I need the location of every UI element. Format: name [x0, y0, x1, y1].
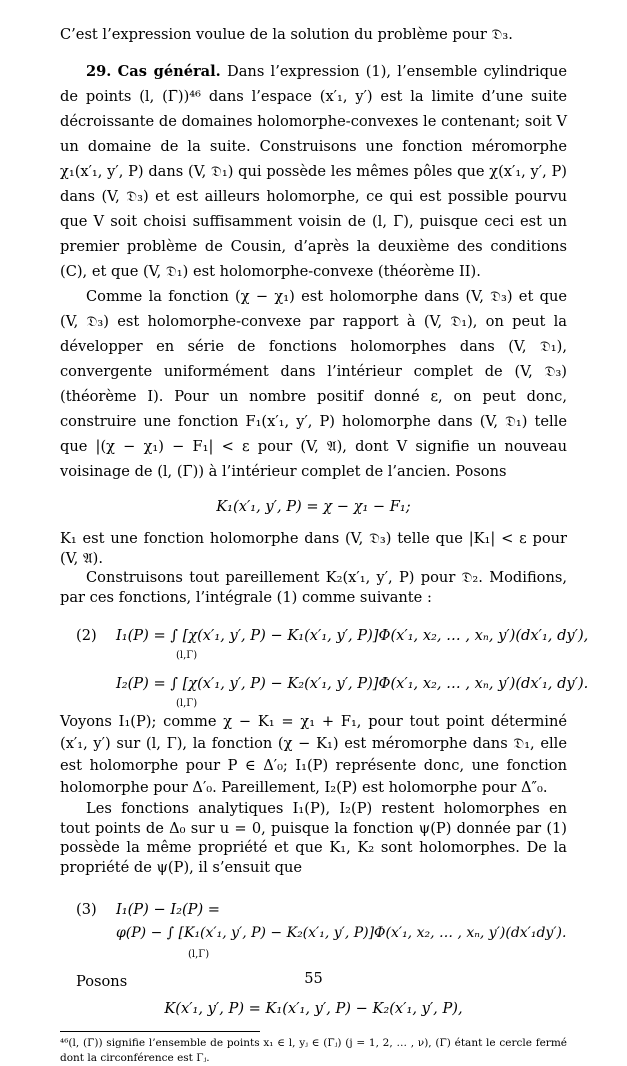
paragraph-6: Les fonctions analytiques I₁(P), I₂(P) restent holomorphes en tout points de Δ₀ sur u = 0, puisque la fonction ψ(P) donnée par (1) possède la même propriété et que K₁, K₂ sont holomorphes. De la propriété de ψ(P), il s’ensuit que	[60, 800, 567, 876]
paragraph-posons: Posons	[76, 973, 128, 990]
equation-3-line-1	[60, 891, 567, 921]
equation-2b: I₂(P) = ∫ [χ(x′₁, y′, P) − K₂(x′₁, y′, P)]Φ(x′₁, x₂, … , xₙ, y′)(dx′₁, dy′).	[116, 675, 589, 692]
paragraph-2: Comme la fonction (χ − χ₁) est holomorphe dans (V, 𝔇₃) et que (V, 𝔇₃) est holomorphe-convexe par rapport à (V, 𝔇₁), on peut la développer en série de fonctions holomorphes dans (V, 𝔇₁), convergente uniformément dans l’intérieur complet de (V, 𝔇₃) (théorème I). Pour un nombre positif donné ε, on peut donc, construire une fonction F₁(x′₁, y′, P) holomorphe dans (V, 𝔇₁) telle que |(χ − χ₁) − F₁| < ε pour (V, 𝔄), dont V signifie un nouveau voisinage de (l, (Γ̄)) à l’intérieur complet de l’ancien. Posons	[60, 288, 567, 480]
integral-domain: (l,Γ)	[176, 698, 198, 709]
section-number: 29.	[86, 63, 112, 80]
integral-domain: (l,Γ)	[176, 650, 198, 661]
paragraph-intro: C’est l’expression voulue de la solution du problème pour 𝔇₃.	[60, 26, 513, 43]
footnote-46: ⁴⁶(l, (Γ̄)) signifie l’ensemble de points x₁ ∈ l, yⱼ ∈ (Γ̄ⱼ) (j = 1, 2, … , ν), (Γ̄) étant le cercle fermé dont la circonférence est Γⱼ.	[60, 1037, 567, 1064]
page-number: 55	[304, 970, 323, 987]
equation-2-line-2	[60, 665, 589, 709]
paragraph-section-29	[60, 59, 567, 284]
section-text: Dans l’expression (1), l’ensemble cylindrique de points (l, (Γ̄))⁴⁶ dans l’espace (x′₁, y′) est la limite d’une suite décroissante de domaines holomorphe-convexes le contenant; soit V un domaine de la suite. Construisons une fonction méromorphe χ₁(x′₁, y′, P) dans (V, 𝔇₁) qui possède les mêmes pôles que χ(x′₁, y′, P) dans (V, 𝔇₃) et est ailleurs holomorphe, ce qui est possible pourvu que V soit choisi suffisamment voisin de (l, Γ̄), puisque ceci est un premier problème de Cousin, d’après la deuxième des conditions (C), et que (V, 𝔇₁) est holomorphe-convexe (théorème II).	[60, 63, 568, 280]
display-math-k1: K₁(x′₁, y′, P) = χ − χ₁ − F₁;	[216, 498, 411, 515]
equation-2a: I₁(P) = ∫ [χ(x′₁, y′, P) − K₁(x′₁, y′, P)]Φ(x′₁, x₂, … , xₙ, y′)(dx′₁, dy′),	[116, 627, 589, 644]
display-math-k: K(x′₁, y′, P) = K₁(x′₁, y′, P) − K₂(x′₁, y′, P),	[164, 1000, 463, 1017]
paragraph-5: Voyons I₁(P); comme χ − K₁ = χ₁ + F₁, pour tout point déterminé (x′₁, y′) sur (l, Γ), la fonction (χ − K₁) est méromorphe dans 𝔇₁, elle est holomorphe pour P ∈ Δ′₀; I₁(P) représente donc, une fonction holomorphe pour Δ′₀. Pareillement, I₂(P) est holomorphe pour Δ″₀.	[60, 713, 567, 796]
equation-3-line-2	[60, 921, 567, 965]
equation-number-2: (2)	[76, 627, 97, 644]
page-body	[60, 22, 589, 1066]
equation-number-3: (3)	[76, 901, 97, 918]
paragraph-3: K₁ est une fonction holomorphe dans (V, 𝔇₃) telle que |K₁| < ε pour (V, 𝔄).	[60, 530, 567, 567]
section-title: Cas général.	[117, 63, 221, 80]
equation-3b: φ(P) − ∫ [K₁(x′₁, y′, P) − K₂(x′₁, y′, P)]Φ(x′₁, x₂, … , xₙ, y′)(dx′₁dy′).	[116, 925, 567, 941]
equation-3a: I₁(P) − I₂(P) =	[116, 901, 221, 918]
equation-2-line-1	[60, 617, 589, 661]
footnote-rule	[60, 1031, 260, 1032]
paragraph-4: Construisons tout pareillement K₂(x′₁, y′, P) pour 𝔇₂. Modifions, par ces fonctions, l’intégrale (1) comme suivante :	[60, 569, 567, 606]
integral-domain: (l,Γ)	[188, 949, 210, 960]
